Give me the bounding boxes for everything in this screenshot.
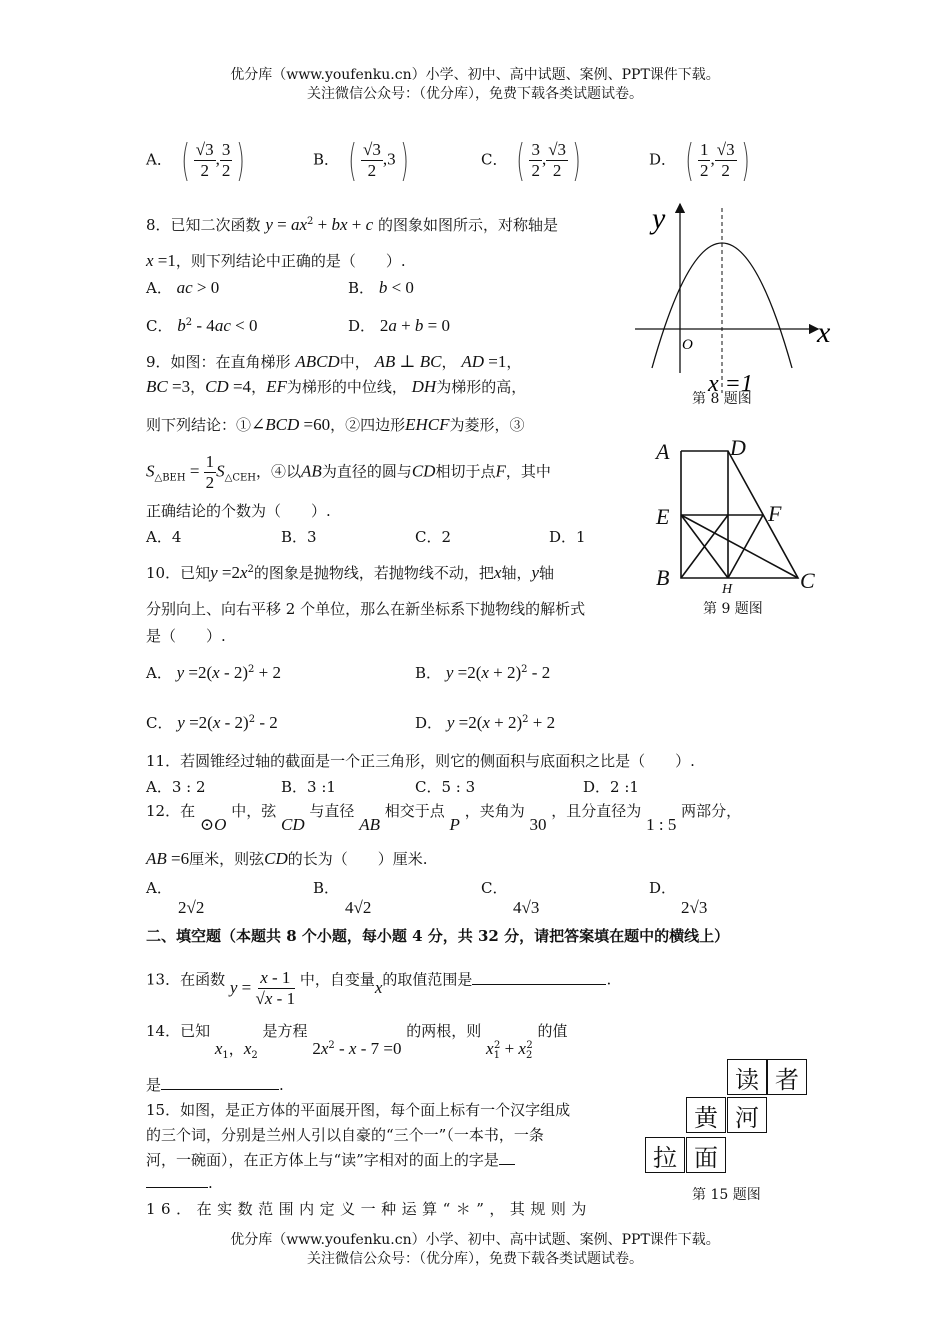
q8-stem-line1: 8．已知二次函数 $y = ax^2$ + bx + c 的图象如图所示，对称轴是: [146, 215, 558, 234]
q14-stem-line1: 14．已知 $x_1$，$x_2$ 是方程 $2x^2 - x - 7 =0$ 的两根，则 $x_1^2 + x_2^2$ 的值: [146, 1022, 568, 1061]
header-line1: 优分库（www.youfenku.cn）小学、初中、高中试题、案例、PPT课件下载。: [230, 67, 720, 83]
q9-stem-line2: BC =3，CD =4，EF为梯形的中位线， DH为梯形的高，: [146, 377, 527, 396]
q7-option-b: B． ( $\frac{√3}{2}$ ,3): [313, 135, 409, 186]
q11-option-a: A．3 : 2: [146, 778, 206, 796]
q9-trapezoid-figure: [650, 433, 830, 595]
q8-option-c: C． $b^2 - 4ac < 0$: [146, 316, 258, 335]
q9-option-a: A．4: [146, 528, 182, 546]
cube-face-zhe: 者: [767, 1059, 807, 1095]
q11-option-d: D．2 :1: [583, 778, 639, 796]
cube-face-du: 读: [727, 1059, 767, 1095]
q9-option-c: C．2: [415, 528, 452, 546]
x-axis-label: x: [817, 316, 831, 349]
q7-option-a: A． ( $\frac{√3}{2}$ , $\frac{3}{2}$ ): [146, 135, 246, 186]
q11-option-b: B．3 :1: [281, 778, 336, 796]
q12-option-d: D． 2√3: [649, 879, 708, 917]
q8-caption: 第 8 题图: [692, 391, 752, 407]
q10-option-a: A． y =2(x - 2)$^2$ + 2: [146, 663, 282, 682]
q9-option-b: B．3: [281, 528, 317, 546]
cube-face-mian: 面: [686, 1137, 726, 1173]
q9-option-d: D．1: [549, 528, 586, 546]
q16-line1: 16．在实数范围内定义一种运算“＊”，其规则为: [146, 1200, 592, 1218]
q15-line4: .: [146, 1174, 213, 1192]
q8-option-d: D． 2a + b = 0: [348, 316, 450, 335]
q7-option-c: C． ( $\frac{3}{2}$ , $\frac{√3}{2}$ ): [481, 135, 581, 186]
q12-option-a: A． 2√2: [146, 879, 205, 917]
point-h-label: H: [722, 582, 733, 595]
q14-stem-line2: 是 .: [146, 1076, 284, 1094]
q10-option-b: B． $y =2(x + 2)^2 - 2$: [415, 663, 551, 682]
q10-stem-line3: 是（ ）.: [146, 627, 226, 645]
q12-stem-line1: 12．在 ⊙O 中，弦 CD 与直径 AB 相交于点 P ，夹角为 30 ，且分直径为 1 : 5 两部分，: [146, 802, 742, 834]
q10-stem-line1: 10．已知$y =2x^2$的图象是抛物线，若抛物线不动，把x轴，y轴: [146, 563, 555, 582]
y-axis-label: y: [652, 202, 666, 235]
cube-face-huang: 黄: [686, 1097, 726, 1133]
q8-stem-line2: x =1，则下列结论中正确的是（ ）.: [146, 251, 406, 270]
point-d-label: D: [730, 435, 746, 460]
q7-option-d: D． ( $\frac{1}{2}$ , $\frac{√3}{2}$ ): [649, 135, 750, 186]
q15-line1: 15．如图，是正方体的平面展开图，每个面上标有一个汉字组成: [146, 1101, 571, 1119]
q15-line3: 河，一碗面），在正方体上与“读”字相对的面上的字是: [146, 1149, 515, 1170]
q10-stem-line2: 分别向上、向右平移 2 个单位，那么在新坐标系下抛物线的解析式: [146, 600, 586, 618]
q15-caption: 第 15 题图: [692, 1187, 761, 1203]
q11-stem: 11．若圆锥经过轴的截面是一个正三角形，则它的侧面积与底面积之比是（ ）.: [146, 752, 695, 770]
q9-caption: 第 9 题图: [703, 601, 763, 617]
point-f-label: F: [768, 501, 782, 526]
point-c-label: C: [800, 568, 815, 593]
q9-stem-line5: 正确结论的个数为（ ）.: [146, 502, 331, 520]
q8-option-a: A． ac > 0: [146, 278, 220, 297]
section-2-title: 二、填空题（本题共 8 个小题，每小题 4 分，共 32 分，请把答案填在题中的横线上）: [146, 927, 730, 945]
origin-label: O: [682, 337, 693, 353]
q9-stem-line1: 9．如图：在直角梯形 ABCD中， AB ⊥ BC， AD =1，: [146, 352, 522, 371]
footer-line2: 关注微信公众号：（优分库），免费下载各类试题试卷。: [307, 1251, 643, 1267]
point-b-label: B: [656, 565, 670, 590]
footer-line1: 优分库（www.youfenku.cn）小学、初中、高中试题、案例、PPT课件下载。: [230, 1232, 720, 1248]
q15-line2: 的三个词，分别是兰州人引以自豪的“三个一”（一本书，一条: [146, 1126, 544, 1144]
header-line2: 关注微信公众号：（优分库），免费下载各类试题试卷。: [307, 86, 643, 102]
q13-stem: 13．在函数 y = $\frac{x - 1}{√x - 1}$ 中，自变量x的取值范围是 .: [146, 968, 612, 1008]
q9-stem-line4: $S_{\triangle BEH}$ = $\frac{1}{2}$ $S_{\triangle CEH}$，④以AB为直径的圆与CD相切于点F，其中: [146, 452, 551, 492]
q10-option-c: C． y =2(x - 2)$^2$ - 2: [146, 713, 278, 732]
segment-hf: [728, 515, 763, 578]
cube-face-la: 拉: [645, 1137, 685, 1173]
q11-option-c: C．5 : 3: [415, 778, 476, 796]
q10-option-d: D． $y =2(x + 2)^2 + 2$: [415, 713, 556, 732]
point-e-label: E: [656, 504, 670, 529]
q12-option-b: B． 4√2: [313, 879, 372, 917]
point-a-label: A: [656, 439, 670, 464]
q8-option-b: B． b < 0: [348, 278, 414, 297]
q8-parabola-graph: [630, 198, 840, 398]
q12-option-c: C． 4√3: [481, 879, 540, 917]
symmetry-label: x =1: [708, 371, 753, 397]
q9-stem-line3: 则下列结论：①∠BCD =60，②四边形EHCF为菱形，③: [146, 415, 525, 434]
q12-stem-line2: AB =6厘米，则弦CD的长为（ ）厘米.: [146, 849, 428, 868]
cube-face-he: 河: [727, 1097, 767, 1133]
